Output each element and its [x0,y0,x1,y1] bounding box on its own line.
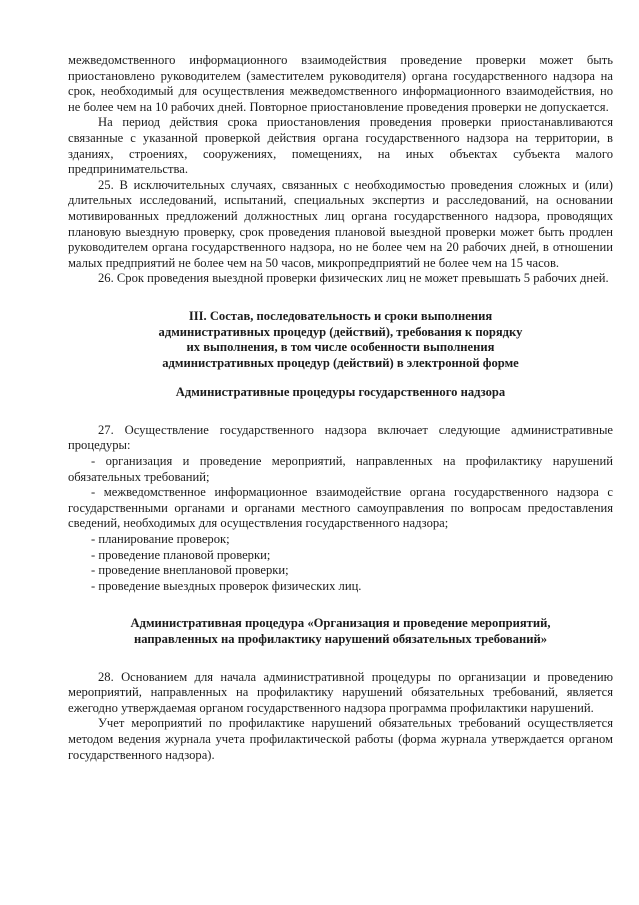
subsection-heading: Административные процедуры государственного надзора [175,385,506,400]
procedure-heading-line: направленных на профилактику нарушений обязательных требований» [133,632,548,646]
list-item: - проведение выездных проверок физических лиц. [91,578,362,593]
paragraph-accounting: Учет мероприятий по профилактике нарушений обязательных требований осуществляется методом ведения журнала учета профилактической работы (форма журнала утверждается органом государственного надзора). [68,716,613,762]
paragraph-26: 26. Срок проведения выездной проверки физических лиц не может превышать 5 рабочих дней. [98,271,609,286]
paragraph-suspension: На период действия срока приостановления проведения проверки приостанавливаются связанные с указанной проверкой действия органа государственного надзора на территории, в зданиях, строениях, сооружениях, помещениях, на иных объектах субъекта малого предпринимательства. [68,115,613,177]
section-heading-line: административных процедур (действий), требования к порядку [158,324,523,339]
section-heading-line: III. Состав, последовательность и сроки выполнения [188,308,493,323]
paragraph-continuation: межведомственного информационного взаимодействия проведение проверки может быть приостановлено руководителем (заместителем руководителя) органа государственного надзора на срок, необходимый для осуществления межведомственного информационного взаимодействия, но не более чем на 10 рабочих дней. Повторное приостановление проведения проверки не допускается. [68,53,613,114]
section-heading-line: их выполнения, в том числе особенности выполнения [186,340,495,355]
document-page [68,53,613,763]
paragraph-28: 28. Основанием для начала административной процедуры по организации и проведению мероприятий, направленных на профилактику нарушений обязательных требований, является ежегодно утверждаемая органом государственного надзора программа профилактики нарушений. [68,669,613,715]
list-item: - проведение плановой проверки; [91,547,271,562]
section-heading [68,309,613,371]
paragraph-27-intro: 27. Осуществление государственного надзора включает следующие административные процедуры: [68,422,613,453]
list-item: - планирование проверок; [91,532,230,547]
procedure-heading-line: Административная процедура «Организация и проведение мероприятий, [130,616,551,631]
section-heading-line: административных процедур (действий) в электронной форме [162,355,519,370]
procedure-heading [68,616,613,647]
list-item: - проведение внеплановой проверки; [91,563,289,578]
list-item: - межведомственное информационное взаимодействие органа государственного надзора с государственными органами и органами местного самоуправления по вопросам предоставления сведений, необходимых для осуществления государственного надзора; [68,485,613,531]
paragraph-25: 25. В исключительных случаях, связанных с необходимостью проведения сложных и (или) длительных исследований, испытаний, специальных экспертиз и расследований, на основании мотивированных предложений должностных лиц органа государственного надзора, проводящих плановую выездную проверку, срок проведения плановой выездной проверки может быть продлен руководителем органа государственного надзора, но не более чем на 20 рабочих дней, в отношении малых предприятий не более чем на 50 часов, микропредприятий не более чем на 15 часов. [68,177,613,270]
list-item: - организация и проведение мероприятий, направленных на профилактику нарушений обязательных требований; [68,454,613,484]
